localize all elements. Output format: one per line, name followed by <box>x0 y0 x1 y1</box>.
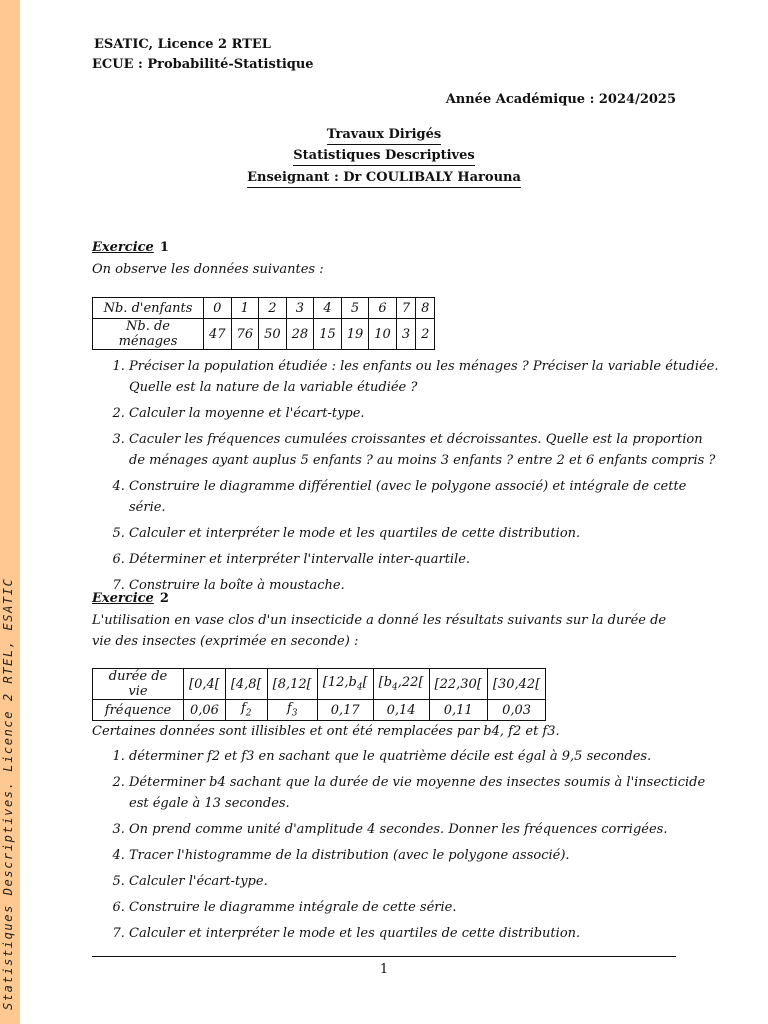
exercise-1-number: 1 <box>159 240 169 255</box>
table-cell: 4 <box>314 298 342 319</box>
list-item: 5. Calculer et interpréter le mode et les quartiles de cette distribution. <box>129 523 719 544</box>
table-cell: [0,4[ <box>184 669 226 700</box>
exercise-2-title <box>92 591 169 606</box>
list-item: 2. Déterminer b4 sachant que la durée de vie moyenne des insectes soumis à l'insecticide est égale à 13 secondes. <box>129 772 719 814</box>
exercise-1-word: Exercice <box>92 240 154 255</box>
table-cell: [22,30[ <box>429 669 487 700</box>
b4-interval: [$12,b_4$[ <box>322 675 368 693</box>
list-item: 4. Construire le diagramme différentiel (avec le polygone associé) et intégrale de cette série. <box>129 476 719 518</box>
table-cell: [8,12[ <box>267 669 317 700</box>
table-row <box>93 700 546 721</box>
table-cell: 10 <box>369 319 397 350</box>
f3-symbol: $f_3$ <box>286 701 298 719</box>
sidebar-vertical-text: Statistiques Descriptives. Licence 2 RTEL, ESATIC <box>1 577 15 1010</box>
table-cell: 0,03 <box>487 700 545 721</box>
table-cell: 5 <box>341 298 369 319</box>
table-cell <box>317 669 373 700</box>
exercise-2-word: Exercice <box>92 591 154 606</box>
list-item: 1. Préciser la population étudiée : les enfants ou les ménages ? Préciser la variable étudiée. Quelle est la nature de la variable étudiée ? <box>129 356 719 398</box>
title-teacher <box>0 170 768 185</box>
table-cell <box>373 669 429 700</box>
table-cell: 50 <box>259 319 287 350</box>
table-cell: durée de vie <box>93 669 184 700</box>
table-cell: 3 <box>286 298 314 319</box>
list-item: 7. Calculer et interpréter le mode et les quartiles de cette distribution. <box>129 923 719 944</box>
title-teacher-text: Enseignant : Dr COULIBALY Harouna <box>247 170 521 188</box>
table-cell: 0,06 <box>184 700 226 721</box>
table-cell: 2 <box>416 319 435 350</box>
list-item: 1. déterminer f2 et f3 en sachant que le quatrième décile est égal à 9,5 secondes. <box>129 746 719 767</box>
exercise-2-questions <box>92 746 719 949</box>
table-cell: [30,42[ <box>487 669 545 700</box>
table-cell: Nb. d'enfants <box>93 298 204 319</box>
title-subject-text: Statistiques Descriptives <box>293 148 474 166</box>
table-cell: 2 <box>259 298 287 319</box>
f2-symbol: $f_2$ <box>240 701 252 719</box>
list-item: 3. On prend comme unité d'amplitude 4 secondes. Donner les fréquences corrigées. <box>129 819 719 840</box>
header-academic-year: Année Académique : 2024/2025 <box>445 92 676 107</box>
header-course: ECUE : Probabilité-Statistique <box>92 57 314 72</box>
list-item: 2. Calculer la moyenne et l'écart-type. <box>129 403 719 424</box>
list-item: 6. Déterminer et interpréter l'intervalle inter-quartile. <box>129 549 719 570</box>
title-travaux <box>0 127 768 142</box>
table-cell: 8 <box>416 298 435 319</box>
list-item: 5. Calculer l'écart-type. <box>129 871 719 892</box>
table-cell: 0,14 <box>373 700 429 721</box>
table-cell: Nb. de ménages <box>93 319 204 350</box>
table-cell: 3 <box>396 319 415 350</box>
table-row <box>93 669 546 700</box>
table-cell: 7 <box>396 298 415 319</box>
table-cell: 0,11 <box>429 700 487 721</box>
exercise-2-intro: L'utilisation en vase clos d'un insecticide a donné les résultats suivants sur la durée de vie des insectes (exprimée en seconde) : <box>92 613 667 649</box>
exercise-1-intro: On observe les données suivantes : <box>92 262 324 277</box>
table-cell: 0,17 <box>317 700 373 721</box>
list-item: 6. Construire le diagramme intégrale de cette série. <box>129 897 719 918</box>
table-row <box>93 319 435 350</box>
table-cell: 19 <box>341 319 369 350</box>
exercise-2-number: 2 <box>159 591 169 606</box>
exercise-2-table <box>92 668 546 721</box>
page-number: 1 <box>379 962 389 977</box>
list-item: 7. Construire la boîte à moustache. <box>129 575 719 596</box>
exercise-1-title <box>92 240 169 255</box>
b4-interval-2: [$b_4,22$[ <box>378 675 424 693</box>
table-cell: fréquence <box>93 700 184 721</box>
table-cell: 1 <box>231 298 259 319</box>
table-cell: 0 <box>204 298 232 319</box>
header-institution: ESATIC, Licence 2 RTEL <box>94 37 271 52</box>
table-cell <box>267 700 317 721</box>
exercise-1-questions <box>92 356 719 601</box>
table-cell: [4,8[ <box>225 669 267 700</box>
footer-rule <box>92 956 676 957</box>
table-cell: 76 <box>231 319 259 350</box>
title-subject <box>0 148 768 163</box>
table-cell: 28 <box>286 319 314 350</box>
exercise-2-note: Certaines données sont illisibles et ont été remplacées par b4, f2 et f3. <box>92 724 560 739</box>
table-cell: 47 <box>204 319 232 350</box>
list-item: 4. Tracer l'histogramme de la distribution (avec le polygone associé). <box>129 845 719 866</box>
title-travaux-text: Travaux Dirigés <box>327 127 441 145</box>
table-cell: 6 <box>369 298 397 319</box>
table-row <box>93 298 435 319</box>
table-cell <box>225 700 267 721</box>
table-cell: 15 <box>314 319 342 350</box>
exercise-1-table <box>92 297 435 350</box>
list-item: 3. Caculer les fréquences cumulées croissantes et décroissantes. Quelle est la proportion de ménages ayant auplus 5 enfants ? au moins 3 enfants ? entre 2 et 6 enfants compris ? <box>129 429 719 471</box>
